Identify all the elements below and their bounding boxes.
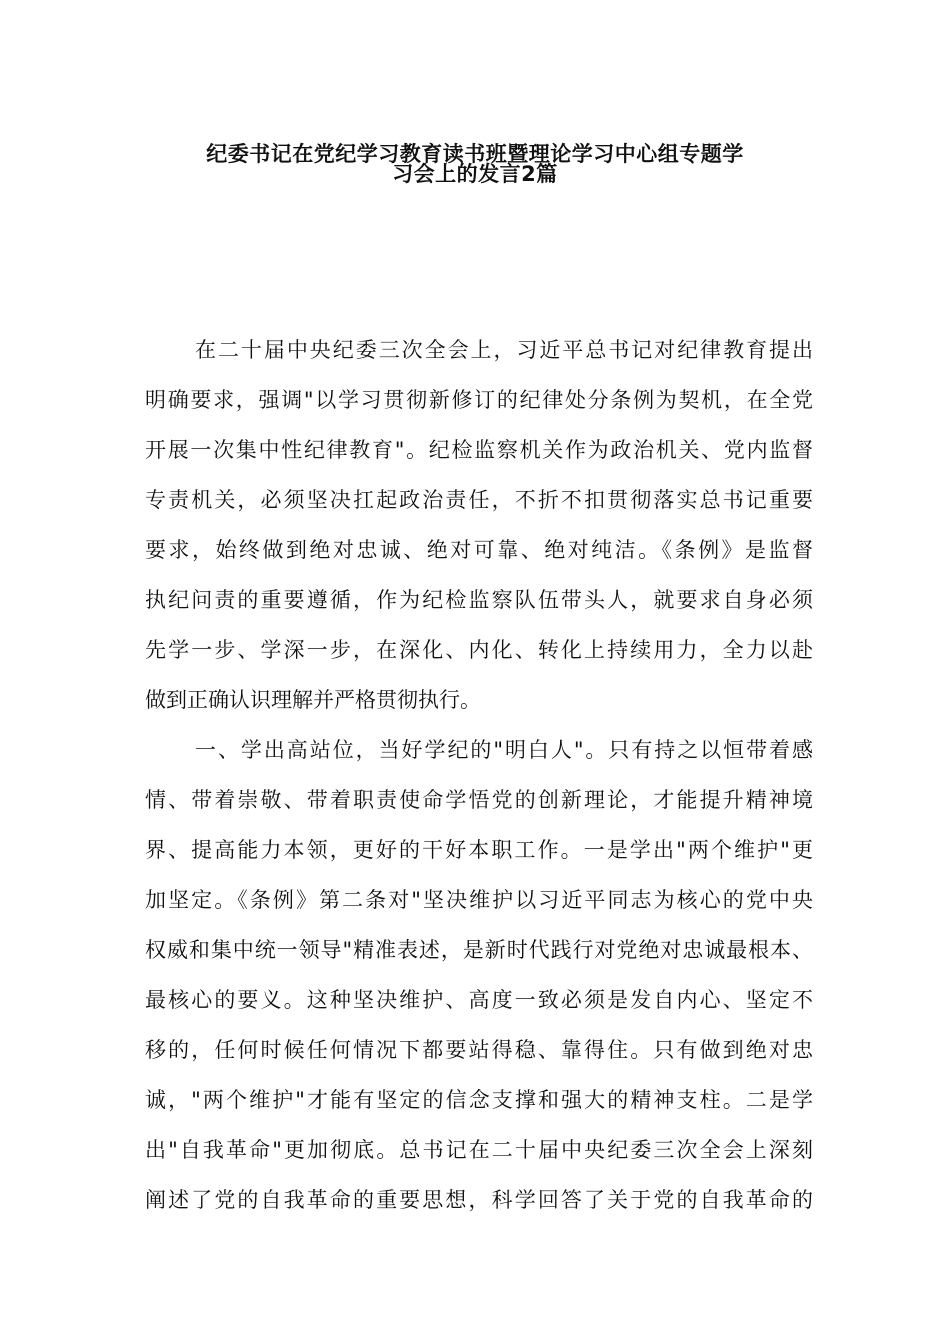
paragraph-2-line: 移的，任何时候任何情况下都要站得稳、靠得住。只有做到绝对忠 (145, 1038, 813, 1062)
paragraph-2-line: 界、提高能力本领，更好的干好本职工作。一是学出"两个维护"更 (145, 838, 813, 862)
paragraph-2-line: 出"自我革命"更加彻底。总书记在二十届中央纪委三次全会上深刻 (145, 1138, 813, 1162)
document-title-line-2: 习会上的发言2篇 (392, 162, 558, 186)
paragraph-2-line: 加坚定。《条例》第二条对"坚决维护以习近平同志为核心的党中央 (145, 888, 813, 912)
paragraph-2-line: 情、带着崇敬、带着职责使命学悟党的创新理论，才能提升精神境 (145, 788, 813, 812)
paragraph-1-line: 要求，始终做到绝对忠诚、绝对可靠、绝对纯洁。《条例》是监督 (145, 538, 813, 562)
paragraph-1-line: 在二十届中央纪委三次全会上，习近平总书记对纪律教育提出 (195, 338, 813, 362)
paragraph-2-line: 一、学出高站位，当好学纪的"明白人"。只有持之以恒带着感 (195, 738, 813, 762)
paragraph-2-line: 权威和集中统一领导"精准表述，是新时代践行对党绝对忠诚最根本、 (145, 938, 813, 962)
paragraph-1-line: 专责机关，必须坚决扛起政治责任，不折不扣贯彻落实总书记重要 (145, 488, 813, 512)
document-title-line-1: 纪委书记在党纪学习教育读书班暨理论学习中心组专题学 (206, 142, 744, 166)
paragraph-1-line: 明确要求，强调"以学习贯彻新修订的纪律处分条例为契机，在全党 (145, 388, 813, 412)
paragraph-1-line: 执纪问责的重要遵循，作为纪检监察队伍带头人，就要求自身必须 (145, 588, 813, 612)
paragraph-1-line: 先学一步、学深一步，在深化、内化、转化上持续用力，全力以赴 (145, 638, 813, 662)
paragraph-2-line: 阐述了党的自我革命的重要思想，科学回答了关于党的自我革命的 (145, 1188, 813, 1212)
document-body (145, 330, 813, 1230)
paragraph-1-line: 做到正确认识理解并严格贯彻执行。 (145, 688, 481, 712)
paragraph-1-line: 开展一次集中性纪律教育"。纪检监察机关作为政治机关、党内监督 (145, 438, 813, 462)
paragraph-2-line: 诚，"两个维护"才能有坚定的信念支撑和强大的精神支柱。二是学 (145, 1088, 813, 1112)
paragraph-2-line: 最核心的要义。这种坚决维护、高度一致必须是发自内心、坚定不 (145, 988, 813, 1012)
